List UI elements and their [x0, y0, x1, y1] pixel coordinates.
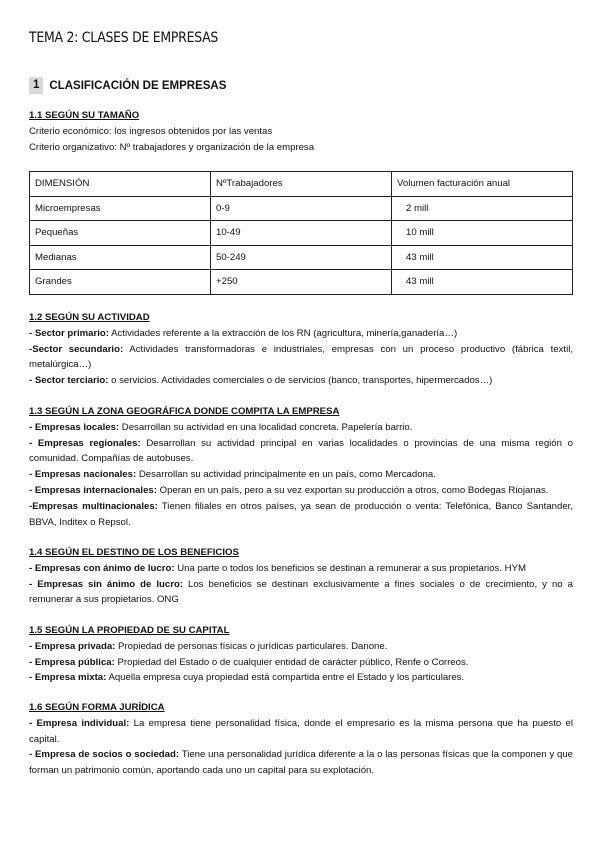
table-cell: +250	[211, 270, 392, 295]
item-text: Tienen filiales en otros países, ya sean de producción o venta: Telefónica, Banco Santander, BBVA, Inditex o Repsol.	[29, 500, 573, 528]
subsection-heading: 1.2 SEGÚN SU ACTIVIDAD	[29, 312, 150, 323]
item-text: Desarrollan su actividad en una localidad concreta. Papelería barrio.	[119, 421, 413, 433]
item-text: Desarrollan su actividad principalmente en un país, como Mercadona.	[136, 469, 436, 481]
table-cell: 43 mill	[392, 245, 573, 270]
list-item	[29, 420, 573, 436]
list-item	[29, 655, 573, 671]
item-label: - Empresas regionales:	[29, 437, 141, 449]
item-label: - Empresa individual:	[29, 717, 130, 729]
item-label: - Empresa mixta:	[29, 672, 107, 684]
item-label: - Empresas sin ánimo de lucro:	[29, 578, 184, 590]
item-text: La empresa tiene personalidad física, donde el empresario es la misma persona que ha puesto el capital.	[29, 717, 573, 745]
item-label: - Sector terciario:	[29, 375, 109, 387]
list-item	[29, 436, 573, 468]
section-number: 1	[29, 77, 43, 94]
item-text: Los beneficios se destinan exclusivamente a fines sociales o de crecimiento, y no a remunerar a sus propietarios. ONG	[29, 578, 573, 606]
table-cell: Pequeñas	[30, 221, 211, 246]
table-header-cell: NºTrabajadores	[211, 172, 392, 197]
list-item	[29, 342, 573, 374]
table-cell: 10 mill	[392, 221, 573, 246]
list-item	[29, 499, 573, 531]
item-label: - Empresas con ánimo de lucro:	[29, 562, 175, 574]
table-cell: Microempresas	[30, 196, 211, 221]
subsection-heading: 1.3 SEGÚN LA ZONA GEOGRÁFICA DONDE COMPITA LA EMPRESA	[29, 406, 340, 417]
item-label: - Empresas internacionales:	[29, 484, 157, 496]
text-line: Criterio organizativo: Nº trabajadores y organización de la empresa	[29, 141, 315, 153]
table-cell: 43 mill	[392, 270, 573, 295]
table-header-row	[30, 172, 573, 197]
item-label: -Empresas multinacionales:	[29, 500, 158, 512]
subsection-ownership	[29, 623, 573, 686]
item-text: o servicios. Actividades comerciales o de servicios (banco, transportes, hipermercados…)	[108, 375, 493, 387]
item-text: Propiedad del Estado o de cualquier entidad de carácter público, Renfe o Correos.	[114, 656, 469, 668]
subsection-heading: 1.4 SEGÚN EL DESTINO DE LOS BENEFICIOS	[29, 547, 239, 558]
section-title: CLASIFICACIÓN DE EMPRESAS	[49, 79, 227, 92]
item-label: - Empresas locales:	[29, 421, 120, 433]
list-item	[29, 326, 573, 342]
item-text: Aquella empresa cuya propiedad está compartida entre el Estado y los particulares.	[106, 672, 465, 684]
subsection-profit	[29, 545, 573, 608]
size-table	[29, 171, 573, 295]
section-heading	[29, 77, 226, 94]
item-label: - Empresa pública:	[29, 656, 115, 668]
subsection-geographic	[29, 404, 573, 530]
item-text: Operan en un país, pero a su vez exportan su producción a otros, como Bodegas Riojanas.	[156, 484, 549, 496]
table-cell: Medianas	[30, 245, 211, 270]
table-cell: 50-249	[211, 245, 392, 270]
table-cell: 2 mill	[392, 196, 573, 221]
subsection-legal-form	[29, 700, 573, 779]
table-row	[30, 245, 573, 270]
item-label: - Empresa privada:	[29, 640, 116, 652]
table-row	[30, 221, 573, 246]
item-label: -Sector secundario:	[29, 343, 124, 355]
item-text: Una parte o todos los beneficios se destinan a remunerar a sus propietarios. HYM	[174, 562, 526, 574]
item-text: Propiedad de personas físicas o jurídicas particulares. Danone.	[115, 640, 388, 652]
list-item	[29, 747, 573, 779]
item-label: - Empresa de socios o sociedad:	[29, 749, 180, 761]
subsection-heading: 1.5 SEGÚN LA PROPIEDAD DE SU CAPITAL	[29, 625, 230, 636]
table-header-cell: DIMENSIÓN	[30, 172, 211, 197]
table-cell: 0-9	[211, 196, 392, 221]
item-text: Tiene una personalidad jurídica diferente a la o las personas físicas que la componen y que forman un patrimonio común, aportando cada uno un capital para su explotación.	[29, 749, 573, 777]
list-item	[29, 639, 573, 655]
table-cell: Grandes	[30, 270, 211, 295]
table-row	[30, 270, 573, 295]
text-line: Criterio económico: los ingresos obtenidos por las ventas	[29, 125, 273, 137]
list-item	[29, 577, 573, 609]
item-label: - Empresas nacionales:	[29, 469, 137, 481]
list-item	[29, 467, 573, 483]
table-header-cell: Volumen facturación anual	[392, 172, 573, 197]
list-item	[29, 561, 573, 577]
item-text: Desarrollan su actividad principal en varias localidades o provincias de una misma región o comunidad. Compañías de autobuses.	[29, 437, 573, 465]
item-text: Actividades transformadoras e industriales, empresas con un proceso productivo (fábrica textil, metalúrgica…)	[29, 343, 573, 371]
item-text: Actividades referente a la extracción de los RN (agricultura, minería,ganadería…)	[108, 327, 458, 339]
subsection-size	[29, 108, 573, 155]
item-label: - Sector primario:	[29, 327, 109, 339]
list-item	[29, 483, 573, 499]
document-title: TEMA 2: CLASES DE EMPRESAS	[29, 30, 219, 46]
table-row	[30, 196, 573, 221]
subsection-heading: 1.1 SEGÚN SU TAMAÑO	[29, 110, 140, 121]
subsection-heading: 1.6 SEGÚN FORMA JURÍDICA	[29, 702, 165, 713]
list-item	[29, 373, 573, 389]
list-item	[29, 716, 573, 748]
subsection-activity	[29, 310, 573, 389]
table-cell: 10-49	[211, 221, 392, 246]
list-item	[29, 670, 573, 686]
